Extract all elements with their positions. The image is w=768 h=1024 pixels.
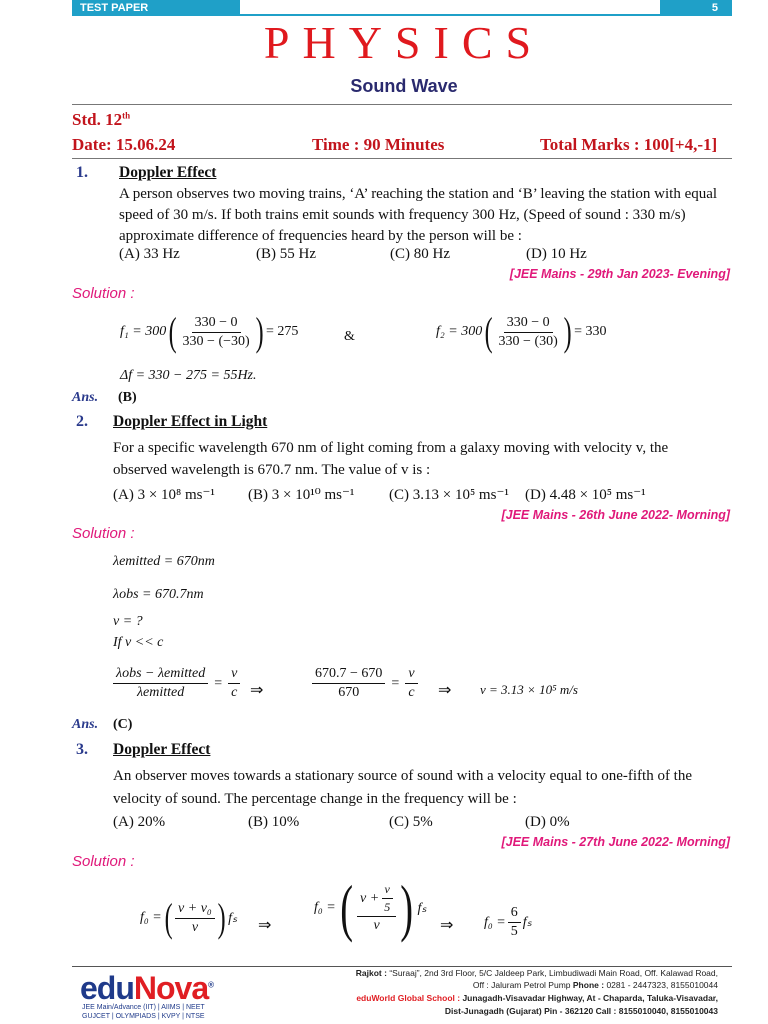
answer-2-label: Ans. bbox=[72, 717, 99, 732]
std-label bbox=[72, 110, 130, 130]
implies-arrow-icon: ⇒ bbox=[440, 917, 454, 934]
solution-1-delta: Δf = 330 − 275 = 55Hz. bbox=[120, 368, 257, 383]
lhs-denominator: λemitted bbox=[136, 685, 185, 700]
footer-rajkot-line-1 bbox=[298, 968, 718, 978]
equals: = bbox=[214, 675, 223, 691]
paren-left: ( bbox=[164, 895, 173, 940]
solution-2-result: v = 3.13 × 10⁵ m/s bbox=[480, 682, 578, 697]
question-2-text-2: observed wavelength is 670.7 nm. The value of v is : bbox=[113, 462, 431, 478]
paren-right: ) bbox=[217, 895, 226, 940]
question-1-number: 1. bbox=[76, 164, 88, 181]
eq2-inner-numerator: v bbox=[382, 882, 393, 899]
logo-registered: ® bbox=[208, 980, 214, 990]
question-3-option-b: (B) 10% bbox=[248, 814, 300, 830]
f0-prefix: f₀ = bbox=[484, 914, 506, 930]
f1-result: = 275 bbox=[266, 324, 299, 339]
solution-3-equation-1 bbox=[140, 895, 238, 940]
footer-school-line-1 bbox=[278, 993, 718, 1003]
paren-left: ( bbox=[484, 309, 493, 354]
implies-arrow-icon: ⇒ bbox=[250, 682, 264, 699]
std-text: Std. 12 bbox=[72, 110, 123, 129]
lhs-numerator: λobs − λemitted bbox=[113, 666, 208, 684]
eq2-fraction bbox=[357, 882, 396, 934]
fs-symbol: fₛ bbox=[522, 915, 532, 930]
fs-symbol: fₛ bbox=[417, 900, 427, 916]
logo-edu: edu bbox=[80, 970, 134, 1006]
numeric-numerator: 670.7 − 670 bbox=[312, 666, 385, 684]
page-subtitle: Sound Wave bbox=[350, 76, 458, 96]
f2-fraction bbox=[496, 315, 561, 350]
question-2-option-c: (C) 3.13 × 10⁵ ms⁻¹ bbox=[389, 487, 509, 503]
logo-tagline-1: JEE Main/Advance (IIT) | AIIMS | NEET bbox=[82, 1004, 205, 1011]
eq1-denominator: v bbox=[191, 919, 199, 935]
topbar-left-tab bbox=[72, 0, 240, 16]
question-3-option-a: (A) 20% bbox=[113, 814, 166, 830]
eq3-fraction bbox=[508, 905, 521, 940]
implies-arrow-icon: ⇒ bbox=[438, 682, 452, 699]
marks-label: Total Marks : 100[+4,-1] bbox=[540, 135, 718, 154]
numeric-rhs-fraction bbox=[405, 666, 417, 701]
school-address: Junagadh-Visavadar Highway, At - Chaparda, Taluka-Visavadar, bbox=[462, 993, 718, 1003]
eq2-denominator: v bbox=[373, 918, 380, 933]
footer-rajkot-line-2 bbox=[298, 980, 718, 990]
question-2-number: 2. bbox=[76, 413, 88, 430]
equals: = bbox=[391, 675, 400, 691]
eq1-numerator: v + v₀ bbox=[175, 901, 215, 919]
question-3-text-2: velocity of sound. The percentage change in the frequency will be : bbox=[113, 791, 517, 807]
rajkot-label: Rajkot : bbox=[355, 968, 387, 978]
eq3-numerator: 6 bbox=[508, 905, 521, 923]
question-3-option-c: (C) 5% bbox=[389, 814, 433, 830]
question-2-source: [JEE Mains - 26th June 2022- Morning] bbox=[501, 508, 730, 522]
question-3-source: [JEE Mains - 27th June 2022- Morning] bbox=[501, 835, 730, 849]
paren-right: ) bbox=[255, 309, 264, 354]
solution-2-line-1: λemitted = 670nm bbox=[113, 554, 215, 569]
rhs-numerator: v bbox=[228, 666, 240, 684]
solution-2-numeric-equation bbox=[312, 666, 418, 701]
rajkot-address-2: Off : Jaluram Petrol Pump bbox=[472, 980, 571, 990]
solution-1-label: Solution : bbox=[72, 285, 135, 302]
numeric-fraction bbox=[312, 666, 385, 701]
question-1-text-2: speed of 30 m/s. If both trains emit sounds with frequency 300 Hz, (Speed of sound : 330 m/s) bbox=[119, 207, 686, 223]
answer-2-value: (C) bbox=[113, 717, 133, 732]
f2-numerator: 330 − 0 bbox=[504, 315, 553, 333]
eq2-inner-denominator: 5 bbox=[384, 900, 391, 914]
question-1-option-c: (C) 80 Hz bbox=[390, 246, 450, 262]
question-3-text-1: An observer moves towards a stationary source of sound with a velocity equal to one-fifth of the bbox=[113, 768, 693, 784]
question-1-option-d: (D) 10 Hz bbox=[526, 246, 587, 262]
edunova-logo bbox=[80, 970, 213, 1007]
time-label: Time : 90 Minutes bbox=[312, 135, 445, 154]
question-3-option-d: (D) 0% bbox=[525, 814, 570, 830]
solution-2-equation bbox=[113, 666, 240, 701]
question-1-option-b: (B) 55 Hz bbox=[256, 246, 316, 262]
page-number: 5 bbox=[711, 2, 718, 14]
solution-1-f2-equation bbox=[436, 309, 607, 354]
solution-2-line-2: λobs = 670.7nm bbox=[113, 587, 204, 602]
f1-prefix: f₁ = 300 bbox=[120, 324, 167, 339]
ampersand: & bbox=[344, 329, 355, 344]
question-2-title: Doppler Effect in Light bbox=[113, 413, 268, 430]
paren-left: ( bbox=[339, 872, 353, 943]
f2-result: = 330 bbox=[574, 324, 607, 339]
f0-prefix: f₀ = bbox=[314, 900, 336, 915]
paren-right: ) bbox=[563, 309, 572, 354]
implies-arrow-icon: ⇒ bbox=[258, 917, 272, 934]
f0-prefix: f₀ = bbox=[140, 910, 162, 925]
question-2-option-d: (D) 4.48 × 10⁵ ms⁻¹ bbox=[525, 487, 646, 503]
test-paper-label: TEST PAPER bbox=[80, 2, 149, 14]
numeric-rhs-numerator: v bbox=[405, 666, 417, 684]
question-1-option-a: (A) 33 Hz bbox=[119, 246, 180, 262]
f2-denominator: 330 − (30) bbox=[498, 333, 558, 349]
question-2-text-1: For a specific wavelength 670 nm of light coming from a galaxy moving with velocity v, the bbox=[113, 440, 669, 456]
eq3-denominator: 5 bbox=[510, 924, 518, 939]
phone-label: Phone : bbox=[572, 980, 605, 990]
f1-numerator: 330 − 0 bbox=[192, 315, 241, 333]
eq2-numerator-text: v + bbox=[360, 890, 380, 906]
question-1-text-3: approximate difference of frequencies heard by the person will be : bbox=[119, 228, 522, 244]
question-3-number: 3. bbox=[76, 741, 88, 758]
f2-prefix: f₂ = 300 bbox=[436, 324, 483, 339]
solution-3-equation-3 bbox=[484, 905, 532, 940]
numeric-rhs-denominator: c bbox=[408, 685, 415, 700]
question-1-source: [JEE Mains - 29th Jan 2023- Evening] bbox=[509, 267, 730, 281]
answer-1-value: (B) bbox=[118, 390, 137, 405]
eq1-fraction bbox=[175, 901, 215, 936]
solution-2-line-3: v = ? bbox=[113, 614, 143, 629]
page-title: PHYSICS bbox=[263, 17, 545, 68]
question-2-option-b: (B) 3 × 10¹⁰ ms⁻¹ bbox=[248, 487, 355, 503]
solution-2-line-4: If v << c bbox=[113, 635, 164, 650]
solution-2-rhs-fraction bbox=[228, 666, 240, 701]
topbar-right-tab bbox=[660, 0, 732, 16]
fs-symbol: fₛ bbox=[228, 910, 238, 926]
solution-2-lhs-fraction bbox=[113, 666, 208, 701]
f1-fraction bbox=[180, 315, 253, 350]
header-divider-top bbox=[72, 104, 732, 105]
solution-3-equation-2 bbox=[314, 872, 427, 943]
rhs-denominator: c bbox=[231, 685, 238, 700]
question-1-title: Doppler Effect bbox=[119, 164, 217, 181]
date-label: Date: 15.06.24 bbox=[72, 135, 176, 154]
rajkot-address: “Suraaj”, 2nd 3rd Floor, 5/C Jaldeep Park, Limbudiwadi Main Road, Off. Kalawad Road, bbox=[389, 968, 718, 978]
question-2-option-a: (A) 3 × 10⁸ ms⁻¹ bbox=[113, 487, 215, 503]
solution-1-f1-equation bbox=[120, 309, 299, 354]
eq2-numerator bbox=[357, 882, 396, 917]
paren-right: ) bbox=[400, 872, 414, 943]
footer-school-line-2 bbox=[278, 1006, 718, 1016]
header-divider-bottom bbox=[72, 158, 732, 159]
logo-nova: Nova bbox=[133, 970, 209, 1006]
eq2-inner-fraction bbox=[381, 882, 393, 915]
school-label: eduWorld Global School : bbox=[356, 993, 461, 1003]
solution-3-label: Solution : bbox=[72, 853, 135, 870]
std-sup: th bbox=[122, 110, 131, 121]
question-3-title: Doppler Effect bbox=[113, 741, 211, 758]
solution-2-label: Solution : bbox=[72, 525, 135, 542]
school-address-2: Dist-Junagadh (Gujarat) Pin - 362120 Call : 8155010040, 8155010043 bbox=[444, 1006, 718, 1016]
paren-left: ( bbox=[168, 309, 177, 354]
question-1-text-1: A person observes two moving trains, ‘A’ reaching the station and ‘B’ leaving the station with equal bbox=[119, 186, 718, 202]
footer-divider bbox=[72, 966, 732, 967]
phone-numbers: 0281 - 2447323, 8155010044 bbox=[606, 980, 718, 990]
answer-1-label: Ans. bbox=[72, 390, 99, 405]
logo-tagline-2: GUJCET | OLYMPIADS | KVPY | NTSE bbox=[82, 1013, 205, 1020]
f1-denominator: 330 − (−30) bbox=[182, 333, 250, 349]
numeric-denominator: 670 bbox=[338, 685, 360, 700]
